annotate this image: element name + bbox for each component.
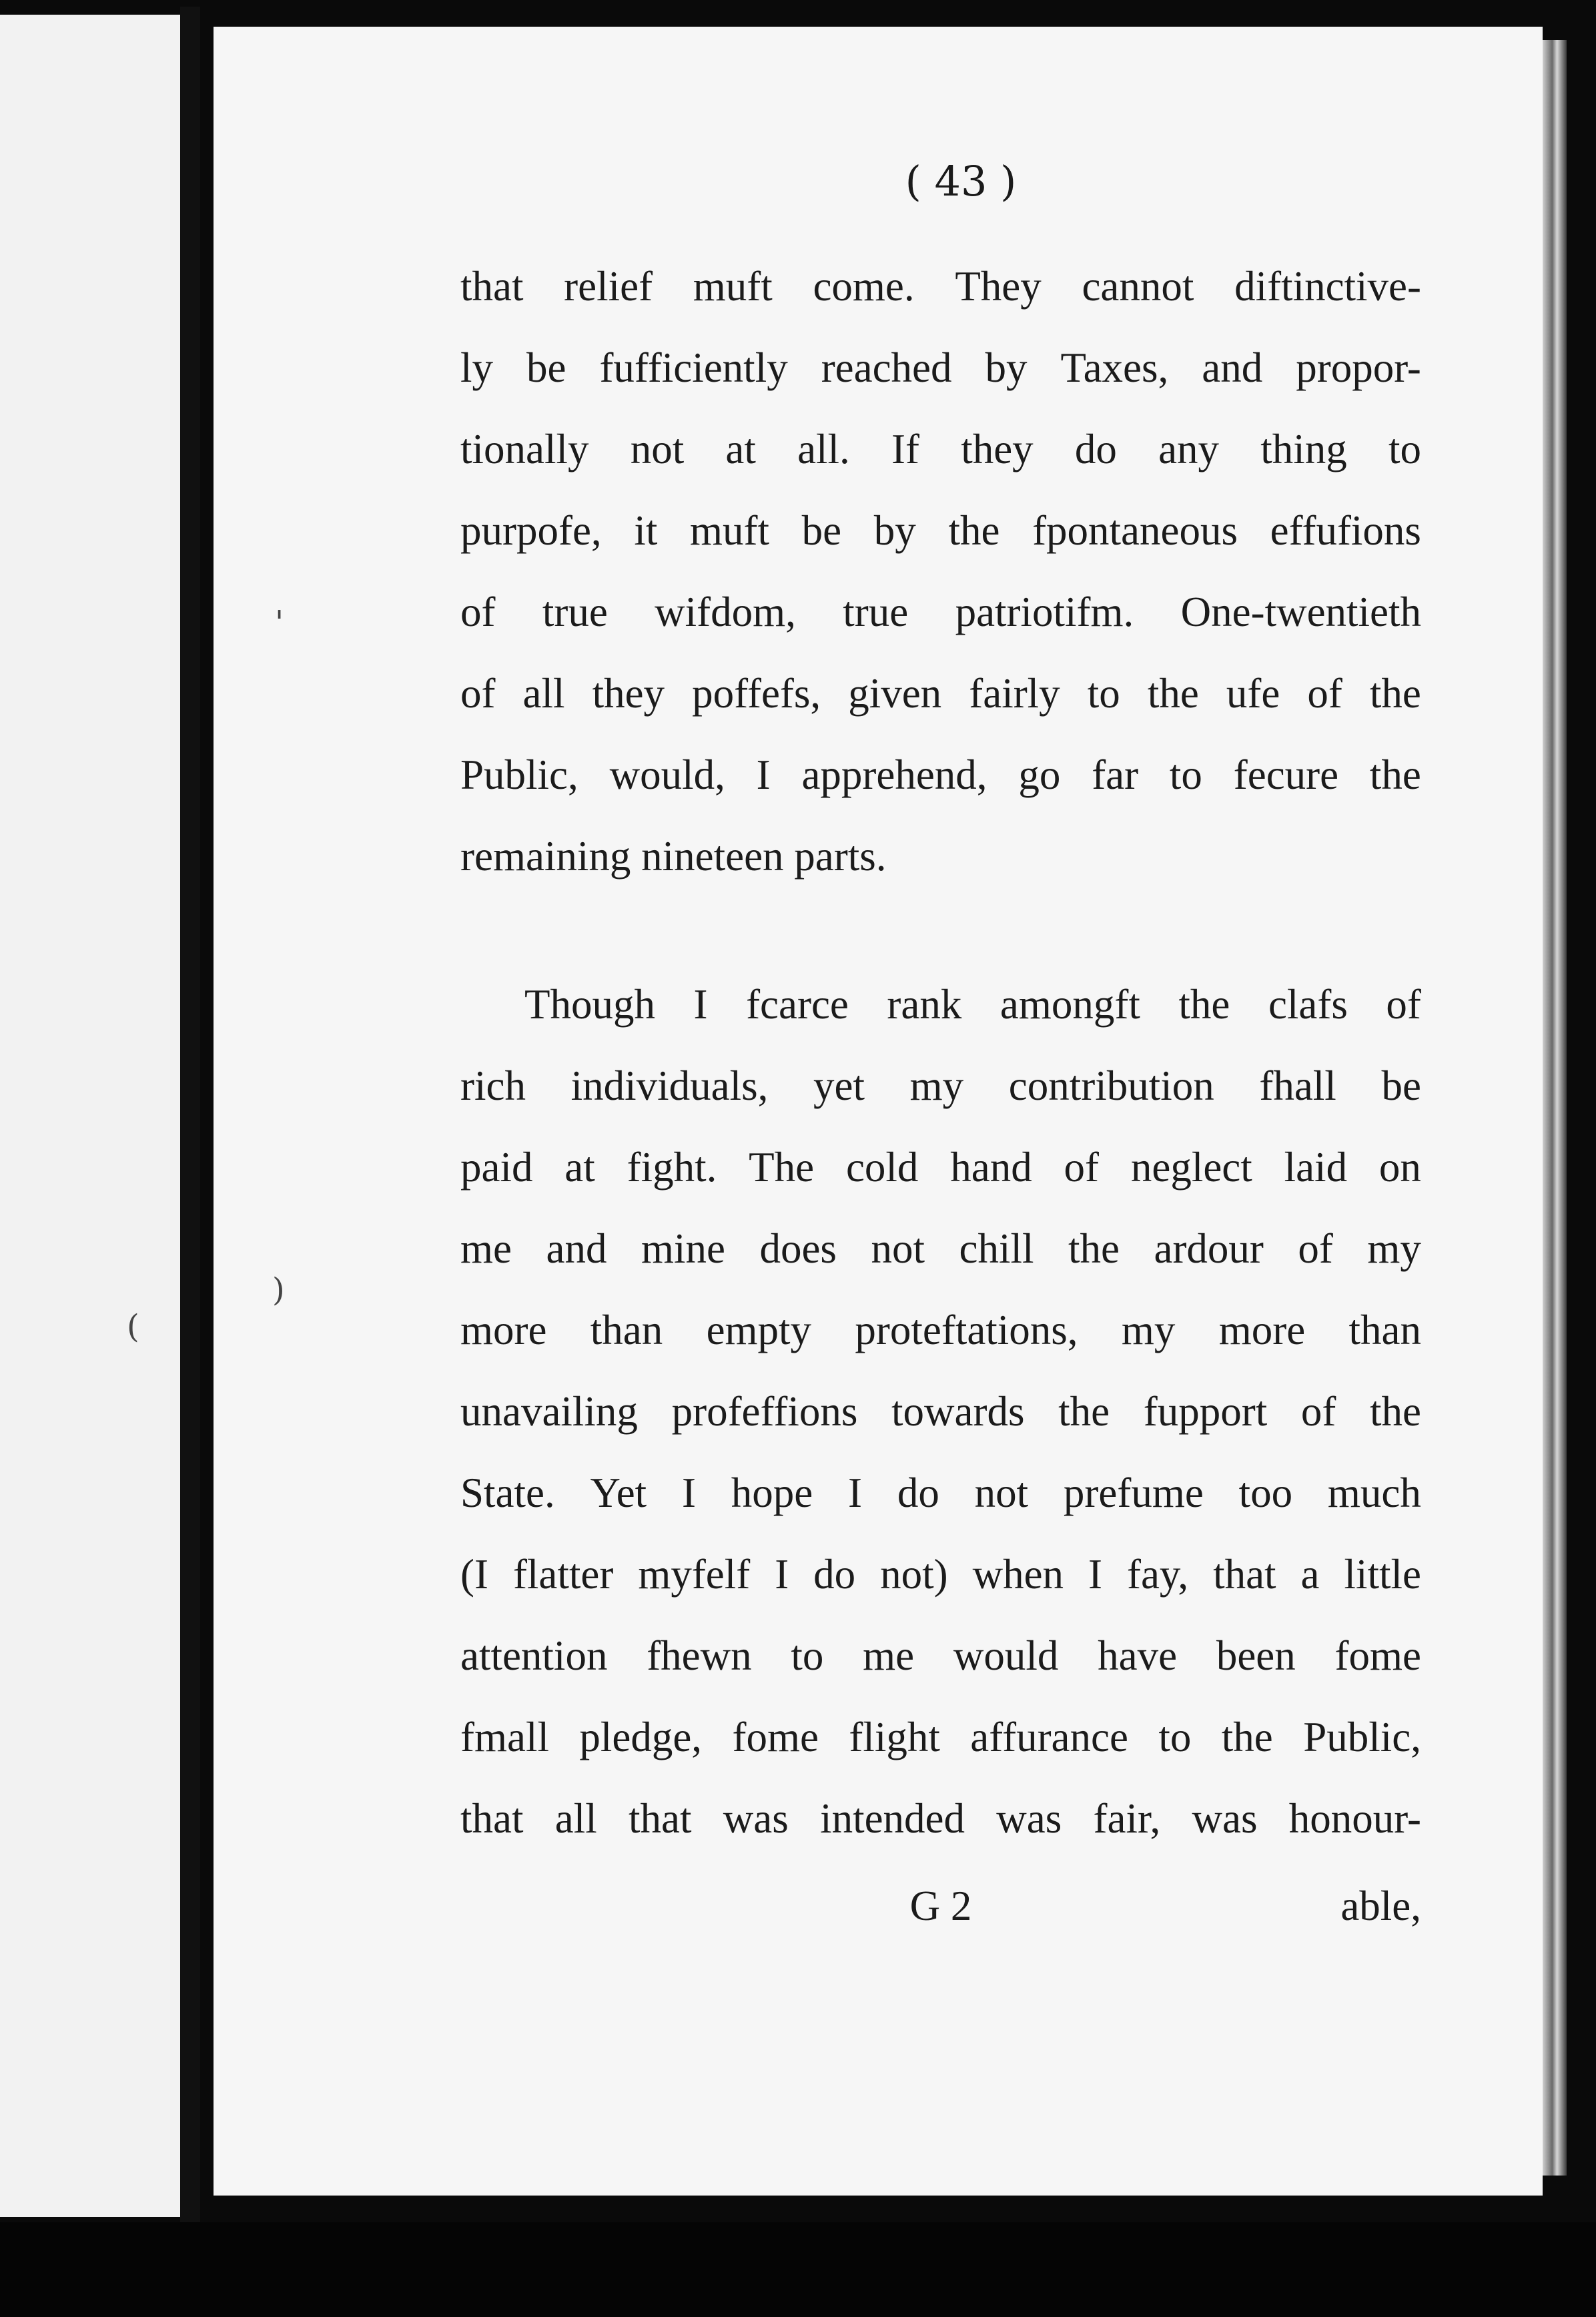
text-line: me and mine does not chill the ardour of my <box>460 1225 1421 1272</box>
text-line: of true wifdom, true patriotifm. One-twentieth <box>460 589 1421 635</box>
signature-mark: G 2 <box>909 1883 972 1929</box>
text-line: remaining nineteen parts. <box>460 833 887 880</box>
margin-mark: ) <box>272 1271 285 1309</box>
text-line: (I flatter myfelf I do not) when I fay, that a little <box>460 1551 1421 1598</box>
text-line: paid at fight. The cold hand of neglect laid on <box>460 1144 1421 1191</box>
text-line: fmall pledge, fome flight affurance to the Public, <box>460 1714 1421 1760</box>
text-line: that all that was intended was fair, was honour- <box>460 1795 1421 1842</box>
text-line: that relief muft come. They cannot diftinctive- <box>460 263 1421 310</box>
text-line: Public, would, I apprehend, go far to fecure the <box>460 751 1421 798</box>
page-edge <box>1543 40 1567 2176</box>
margin-mark: ( <box>127 1308 139 1345</box>
text-line: Though I fcarce rank amongft the clafs of <box>524 981 1421 1028</box>
page-number: ( 43 ) <box>905 157 1017 206</box>
text-line: ly be fufficiently reached by Taxes, and propor- <box>460 344 1421 391</box>
book-gutter <box>180 7 200 2302</box>
text-line: rich individuals, yet my contribution fhall be <box>460 1062 1421 1109</box>
text-line: State. Yet I hope I do not prefume too much <box>460 1469 1421 1516</box>
catchword: able, <box>1340 1883 1421 1929</box>
text-line: more than empty proteftations, my more than <box>460 1307 1421 1353</box>
text-line: unavailing profeffions towards the fupport of the <box>460 1388 1421 1435</box>
left-page <box>0 15 188 2217</box>
text-line: tionally not at all. If they do any thing to <box>460 426 1421 472</box>
text-line: purpofe, it muft be by the fpontaneous effufions <box>460 507 1421 554</box>
body-text <box>460 246 1421 1859</box>
text-line: of all they poffefs, given fairly to the ufe of the <box>460 670 1421 717</box>
text-line: attention fhewn to me would have been fome <box>460 1632 1421 1679</box>
scan-border <box>0 2222 1596 2317</box>
margin-mark: ' <box>275 604 284 641</box>
page-footer <box>460 1882 1421 1942</box>
